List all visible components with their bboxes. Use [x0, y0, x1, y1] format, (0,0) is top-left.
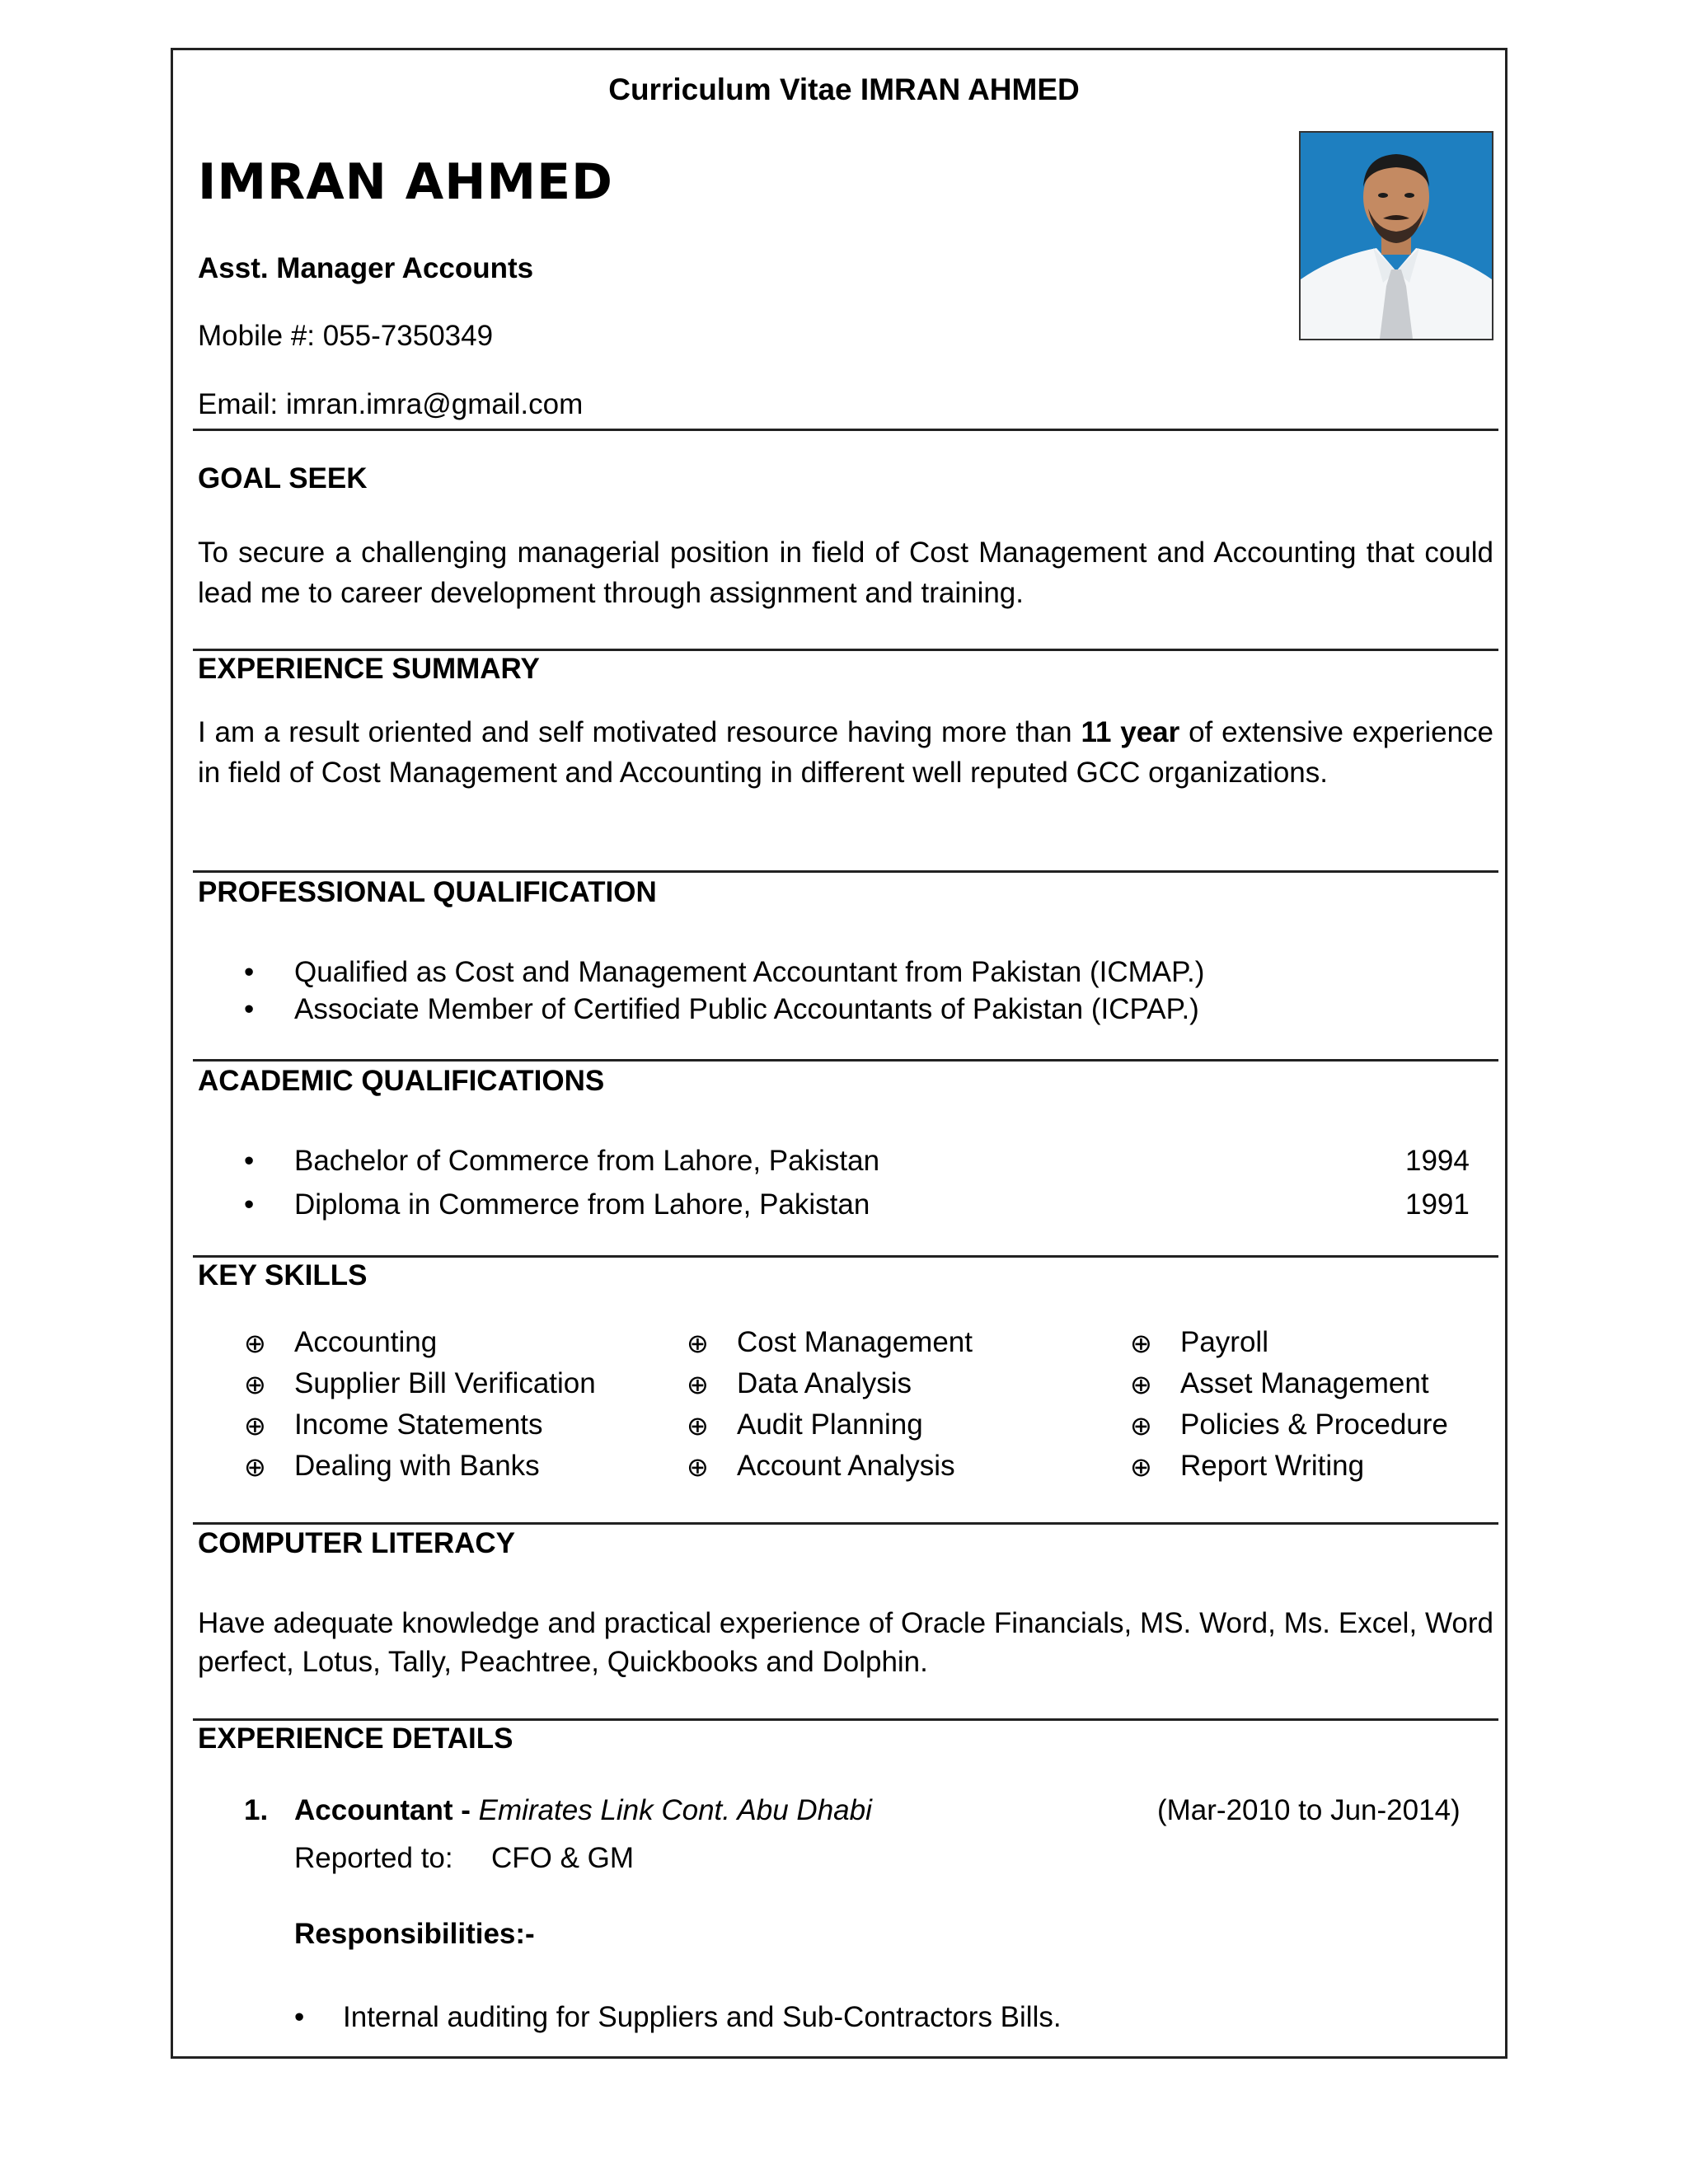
skill-item: Accounting	[294, 1326, 438, 1358]
divider	[193, 649, 1498, 651]
skills-heading: KEY SKILLS	[198, 1259, 368, 1291]
circle-plus-icon: ⊕	[687, 1369, 709, 1400]
profile-photo	[1299, 131, 1493, 340]
divider	[193, 1718, 1498, 1721]
academic-year: 1994	[1405, 1145, 1470, 1177]
divider	[193, 870, 1498, 873]
skill-item: Report Writing	[1180, 1450, 1365, 1482]
skill-item: Payroll	[1180, 1326, 1268, 1358]
mobile-number: Mobile #: 055-7350349	[198, 320, 494, 352]
job-number: 1.	[244, 1794, 269, 1826]
bullet: •	[294, 2001, 305, 2033]
circle-plus-icon: ⊕	[687, 1410, 709, 1441]
divider	[193, 1059, 1498, 1062]
bullet: •	[244, 1188, 255, 1221]
circle-plus-icon: ⊕	[687, 1451, 709, 1483]
professional-heading: PROFESSIONAL QUALIFICATION	[198, 876, 657, 908]
divider	[193, 429, 1498, 431]
skill-item: Supplier Bill Verification	[294, 1367, 596, 1399]
experience-details-heading: EXPERIENCE DETAILS	[198, 1722, 513, 1755]
skill-item: Dealing with Banks	[294, 1450, 540, 1482]
bullet: •	[244, 956, 255, 988]
reported-to-label: Reported to:	[294, 1842, 453, 1874]
summary-text-before: I am a result oriented and self motivated resource having more than	[198, 716, 1081, 748]
academic-heading: ACADEMIC QUALIFICATIONS	[198, 1065, 605, 1097]
circle-plus-icon: ⊕	[687, 1328, 709, 1359]
responsibility-item: Internal auditing for Suppliers and Sub-Contractors Bills.	[343, 2001, 1062, 2033]
circle-plus-icon: ⊕	[244, 1451, 266, 1483]
circle-plus-icon: ⊕	[244, 1410, 266, 1441]
bullet: •	[244, 993, 255, 1025]
circle-plus-icon: ⊕	[1130, 1328, 1152, 1359]
computer-heading: COMPUTER LITERACY	[198, 1527, 515, 1559]
academic-year: 1991	[1405, 1188, 1470, 1221]
computer-text: Have adequate knowledge and practical experience of Oracle Financials, MS. Word, Ms. Excel, Word perfect, Lotus, Tally, Peachtree, Quickbooks and Dolphin.	[198, 1607, 1493, 1678]
academic-item: Diploma in Commerce from Lahore, Pakistan	[294, 1188, 870, 1221]
experience-summary-heading: EXPERIENCE SUMMARY	[198, 653, 540, 685]
reported-to-value: CFO & GM	[491, 1842, 635, 1874]
skill-item: Policies & Procedure	[1180, 1408, 1448, 1441]
circle-plus-icon: ⊕	[1130, 1369, 1152, 1400]
summary-years: 11 year	[1081, 716, 1180, 748]
responsibilities-heading: Responsibilities:-	[294, 1918, 535, 1950]
divider	[193, 1255, 1498, 1258]
skill-item: Asset Management	[1180, 1367, 1429, 1399]
job-title-line	[294, 1794, 872, 1827]
candidate-name: IMRAN AHMED	[198, 153, 613, 211]
circle-plus-icon: ⊕	[1130, 1451, 1152, 1483]
circle-plus-icon: ⊕	[1130, 1410, 1152, 1441]
goal-heading: GOAL SEEK	[198, 462, 368, 494]
job-period: (Mar-2010 to Jun-2014)	[1157, 1794, 1461, 1826]
person-photo-icon	[1301, 133, 1492, 339]
document-title: Curriculum Vitae IMRAN AHMED	[608, 73, 1080, 106]
divider	[193, 1522, 1498, 1525]
job-company: Emirates Link Cont. Abu Dhabi	[478, 1794, 872, 1826]
experience-summary-text	[198, 712, 1493, 793]
circle-plus-icon: ⊕	[244, 1328, 266, 1359]
skill-item: Account Analysis	[737, 1450, 955, 1482]
bullet: •	[244, 1145, 255, 1177]
professional-item: Associate Member of Certified Public Accountants of Pakistan (ICPAP.)	[294, 993, 1199, 1025]
job-title: Accountant -	[294, 1794, 479, 1826]
email-address: Email: imran.imra@gmail.com	[198, 388, 584, 420]
goal-text: To secure a challenging managerial position in field of Cost Management and Accounting that could lead me to career development through assignment and training.	[198, 537, 1493, 609]
academic-item: Bachelor of Commerce from Lahore, Pakistan	[294, 1145, 880, 1177]
professional-item: Qualified as Cost and Management Accountant from Pakistan (ICMAP.)	[294, 956, 1205, 988]
skill-item: Data Analysis	[737, 1367, 912, 1399]
summary-text-after: of extensive experience in field of Cost Management and Accounting in different well reputed GCC organizations.	[198, 716, 1493, 789]
candidate-role: Asst. Manager Accounts	[198, 252, 534, 284]
skill-item: Audit Planning	[737, 1408, 923, 1441]
skill-item: Cost Management	[737, 1326, 973, 1358]
circle-plus-icon: ⊕	[244, 1369, 266, 1400]
skill-item: Income Statements	[294, 1408, 543, 1441]
